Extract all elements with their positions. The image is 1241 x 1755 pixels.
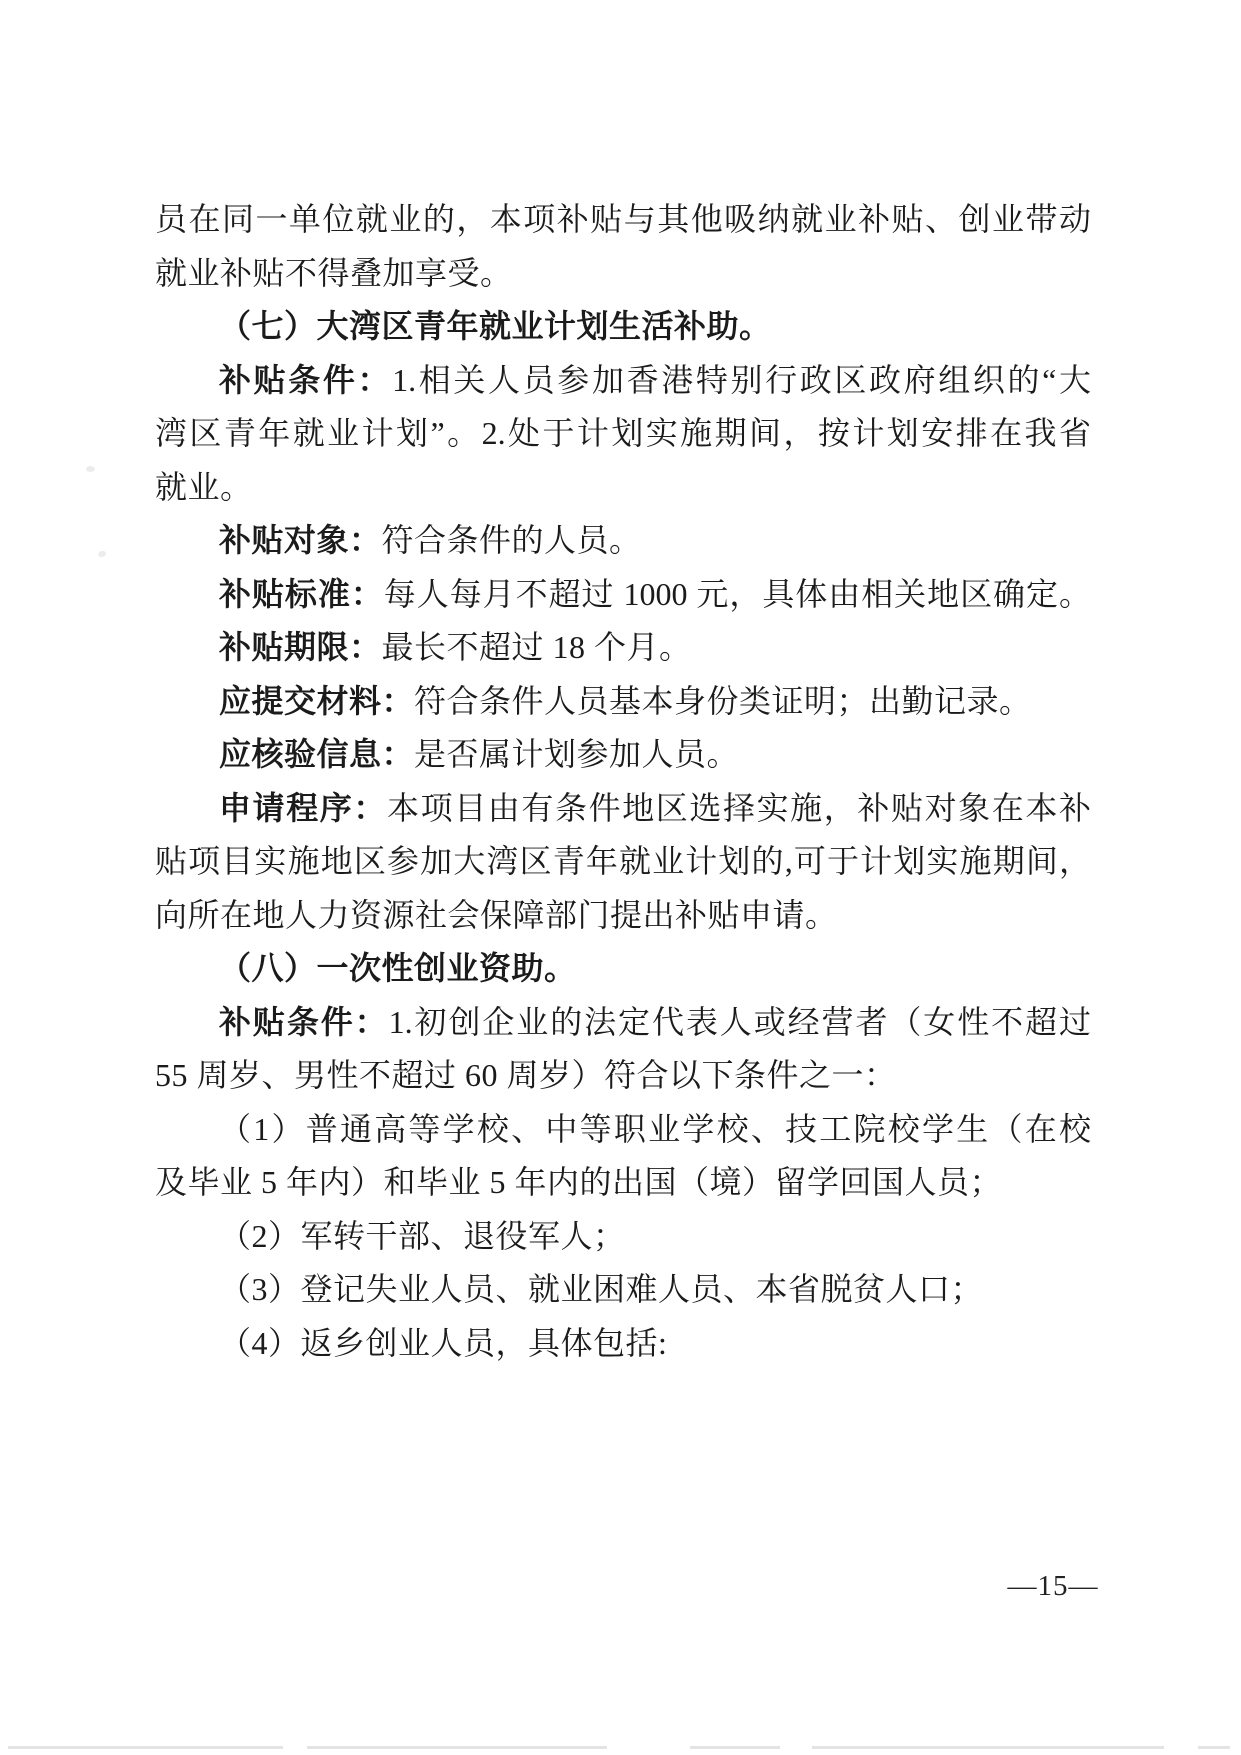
line-text: 符合条件人员基本身份类证明；出勤记录。: [414, 682, 1032, 719]
text-line: [155, 782, 1091, 836]
scan-artifact-line: [1198, 1746, 1230, 1749]
text-line: [155, 728, 1091, 782]
line-text: 符合条件的人员。: [381, 522, 642, 558]
scan-artifact-line: [812, 1746, 1164, 1749]
line-text: 贴项目实施地区参加大湾区青年就业计划的,可于计划实施期间，: [155, 843, 1091, 879]
text-line: [155, 354, 1091, 408]
line-text: （2）军转干部、退役军人；: [219, 1217, 626, 1254]
line-text: （七）大湾区青年就业计划生活补助。: [219, 308, 772, 344]
scan-artifact-line: [690, 1746, 780, 1749]
text-line: [155, 407, 1091, 461]
text-line: [155, 621, 1091, 675]
line-text: 就业。: [155, 468, 253, 505]
field-label: 补贴条件：: [219, 361, 393, 398]
field-label: 补贴对象：: [219, 522, 382, 558]
line-text: 员在同一单位就业的，本项补贴与其他吸纳就业补贴、创业带动: [155, 201, 1091, 237]
scan-artifact-line: [8, 1746, 283, 1749]
field-label: 应核验信息：: [219, 736, 415, 772]
field-label: 补贴条件：: [219, 1003, 389, 1040]
line-text: 每人每月不超过 1000 元，具体由相关地区确定。: [383, 575, 1091, 612]
line-text: 最长不超过 18 个月。: [381, 629, 692, 665]
line-text: 湾区青年就业计划”。2.处于计划实施期间，按计划安排在我省: [155, 415, 1091, 451]
text-line: [155, 835, 1091, 889]
line-text: 1.相关人员参加香港特别行政区政府组织的“大: [392, 361, 1091, 398]
text-line: [155, 1156, 1091, 1210]
field-label: 补贴期限：: [219, 629, 382, 665]
scan-artifact-speck: [97, 550, 107, 558]
line-text: 本项目由有条件地区选择实施，补贴对象在本补: [387, 789, 1091, 826]
text-line: [155, 675, 1091, 729]
text-line: [155, 247, 1091, 301]
text-line: [155, 461, 1091, 515]
line-text: 就业补贴不得叠加享受。: [155, 254, 513, 291]
line-text: （3）登记失业人员、就业困难人员、本省脱贫人口；: [219, 1271, 984, 1307]
text-line: [155, 996, 1091, 1050]
line-text: 及毕业 5 年内）和毕业 5 年内的出国（境）留学回国人员；: [155, 1164, 1003, 1200]
text-line: [155, 193, 1091, 247]
document-body: [155, 193, 1091, 1370]
text-line: [155, 1210, 1091, 1264]
scan-artifact-speck: [86, 466, 95, 472]
page-number: —15—: [1007, 1570, 1099, 1602]
line-text: 向所在地人力资源社会保障部门提出补贴申请。: [155, 896, 838, 933]
text-line: [155, 1103, 1091, 1157]
line-text: （4）返乡创业人员，具体包括:: [219, 1324, 668, 1361]
field-label: 申请程序：: [219, 789, 387, 826]
text-line: [155, 514, 1091, 568]
text-line: [155, 568, 1091, 622]
section-heading: [155, 942, 1091, 996]
line-text: （1）普通高等学校、中等职业学校、技工院校学生（在校: [219, 1110, 1091, 1147]
text-line: [155, 1049, 1091, 1103]
field-label: 补贴标准：: [219, 575, 384, 612]
text-line: [155, 1263, 1091, 1317]
text-line: [155, 1317, 1091, 1371]
line-text: 1.初创企业的法定代表人或经营者（女性不超过: [388, 1003, 1091, 1040]
scan-artifact-line: [307, 1746, 607, 1749]
text-line: [155, 889, 1091, 943]
section-heading: [155, 300, 1091, 354]
field-label: 应提交材料：: [219, 682, 415, 719]
line-text: （八）一次性创业资助。: [219, 950, 577, 986]
line-text: 是否属计划参加人员。: [414, 736, 740, 772]
line-text: 55 周岁、男性不超过 60 周岁）符合以下条件之一：: [155, 1057, 897, 1093]
